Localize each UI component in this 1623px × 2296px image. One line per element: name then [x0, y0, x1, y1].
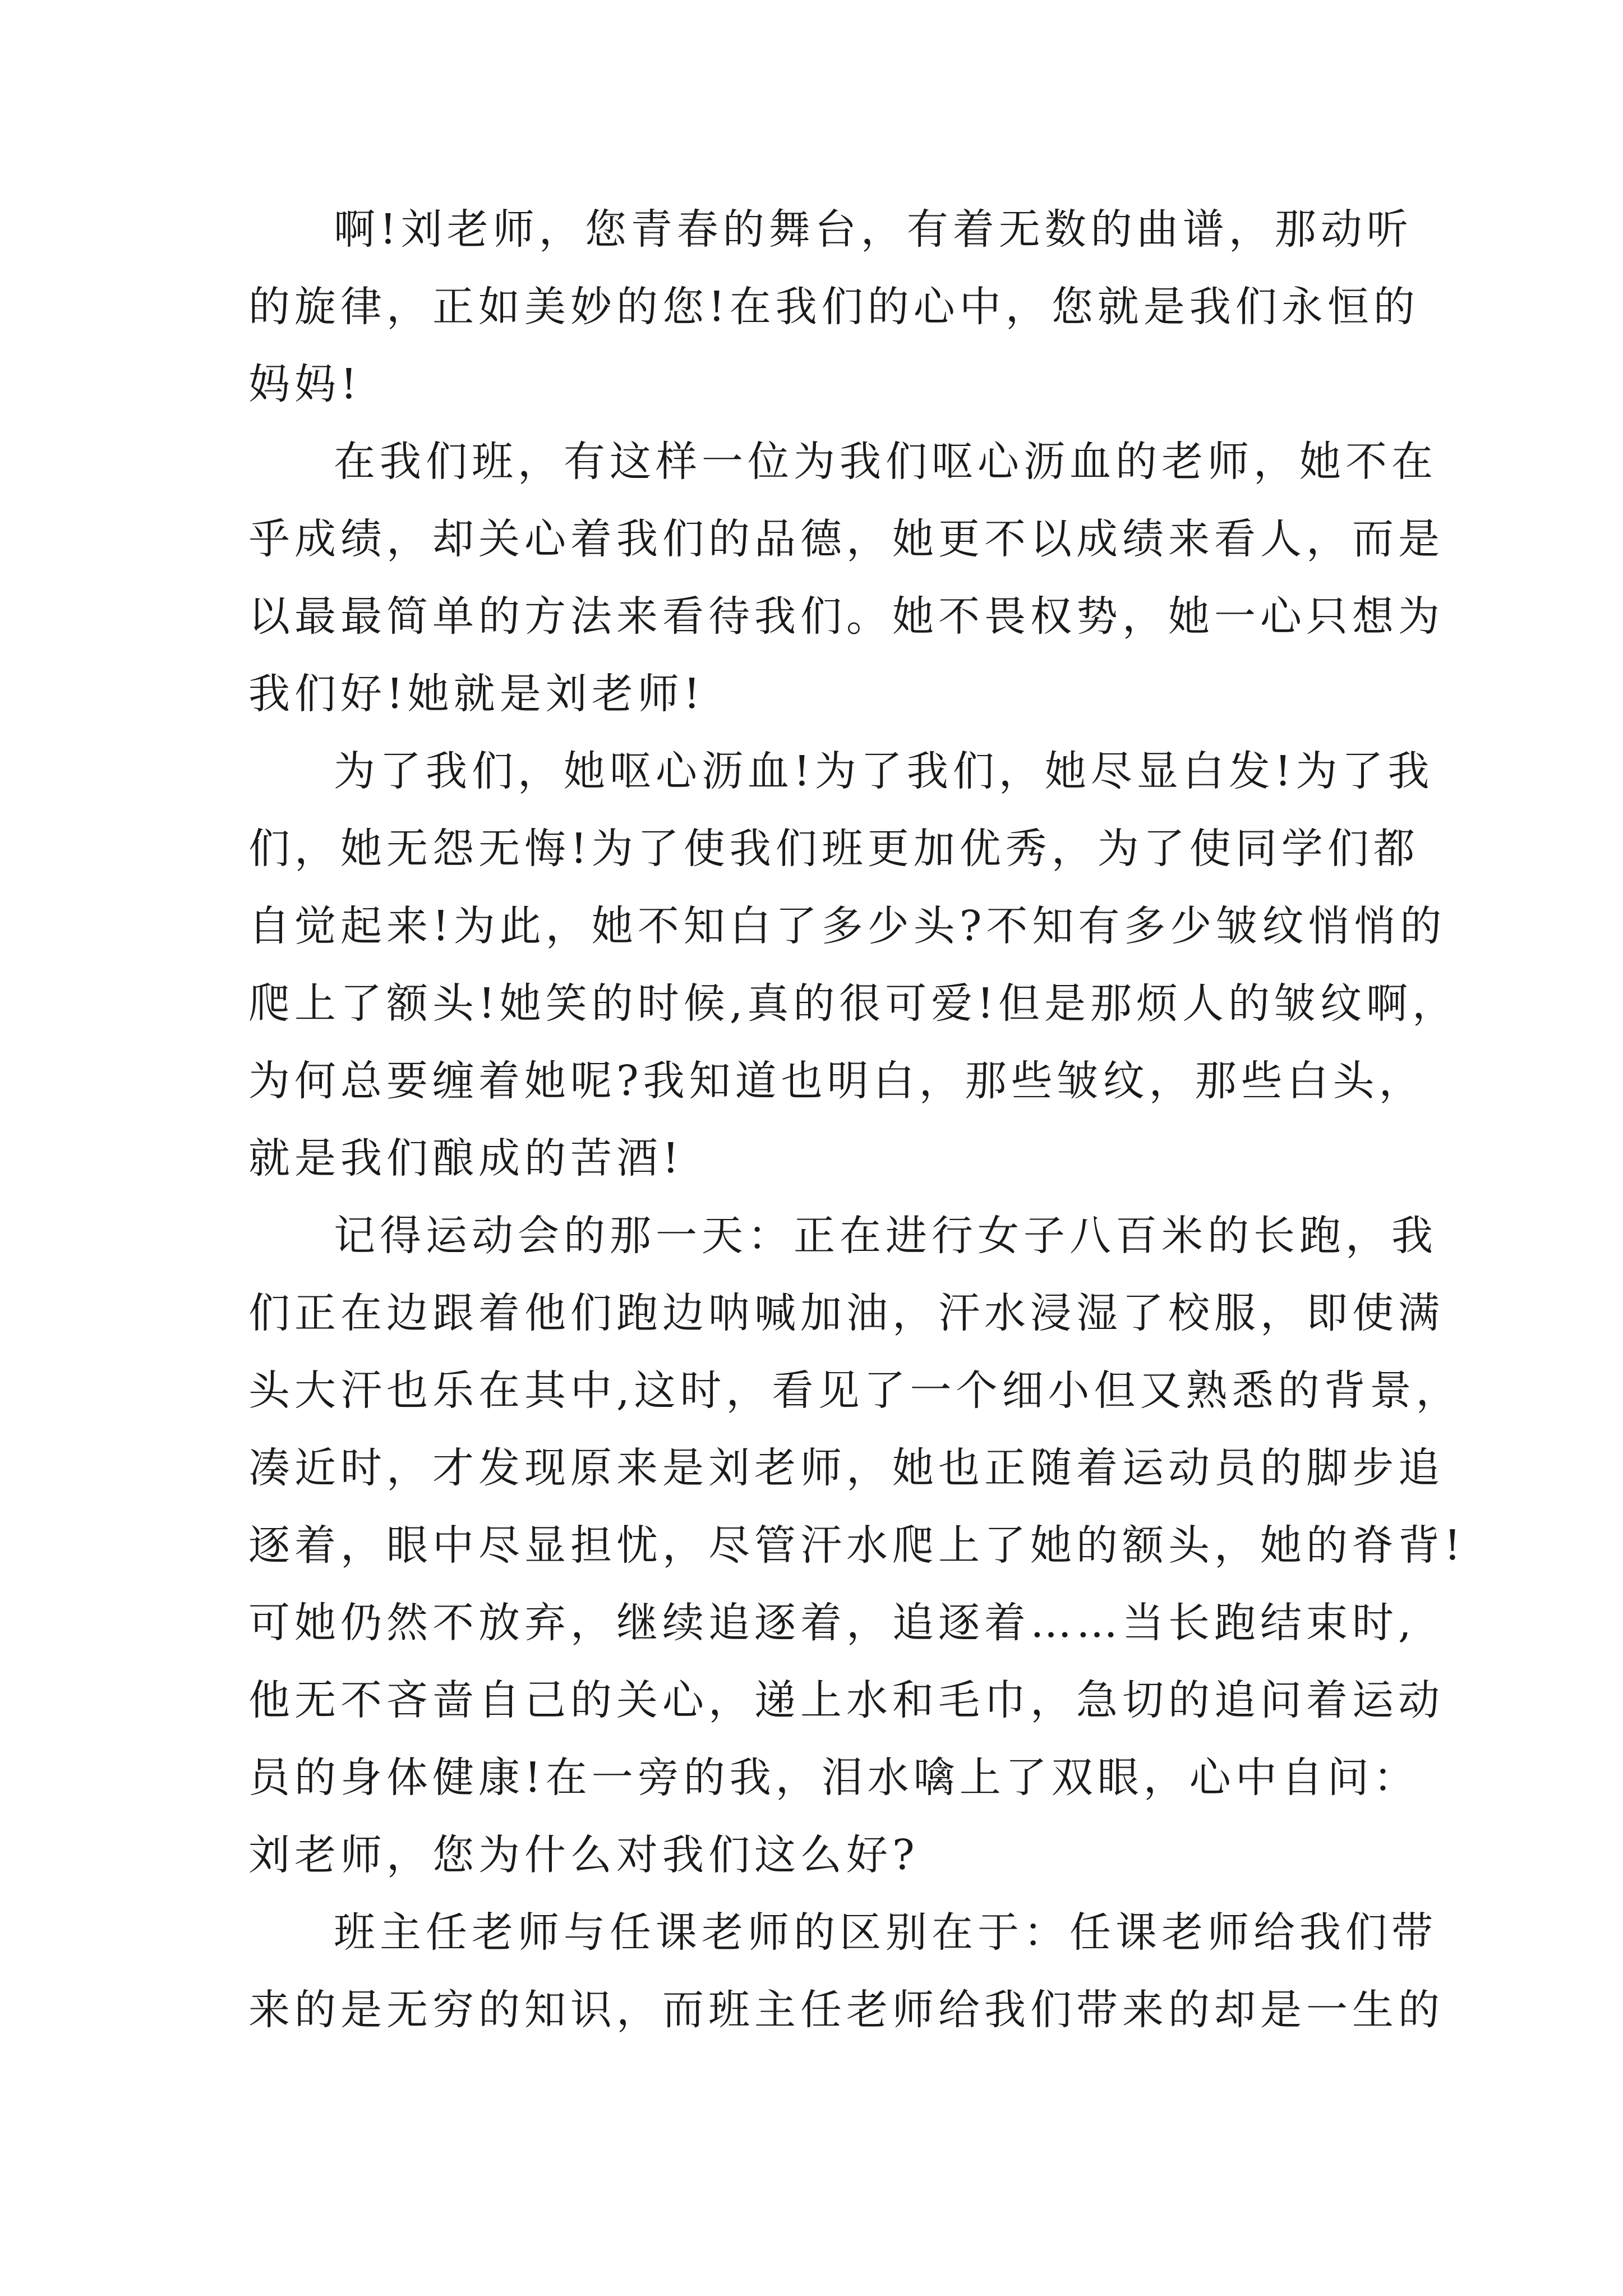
paragraph-line: 头大汗也乐在其中,这时，看见了一个细小但又熟悉的背景， — [248, 1366, 1462, 1415]
paragraph-line: 凑近时，才发现原来是刘老师，她也正随着运动员的脚步追 — [248, 1444, 1444, 1492]
paragraph-line: 乎成绩，却关心着我们的品德，她更不以成绩来看人，而是 — [248, 515, 1444, 563]
paragraph-line: 啊!刘老师，您青春的舞台，有着无数的曲谱，那动听 — [334, 205, 1413, 254]
paragraph-line: 妈妈! — [248, 360, 362, 408]
paragraph-line: 自觉起来!为此，她不知白了多少头?不知有多少皱纹悄悄的 — [248, 902, 1446, 950]
paragraph-line: 班主任老师与任课老师的区别在于：任课老师给我们带 — [334, 1908, 1437, 1957]
paragraph-line: 为了我们，她呕心沥血!为了我们，她尽显白发!为了我 — [334, 747, 1434, 795]
paragraph-line: 他无不吝啬自己的关心，递上水和毛巾，急切的追问着运动 — [248, 1676, 1444, 1724]
paragraph-line: 我们好!她就是刘老师! — [248, 670, 705, 718]
paragraph-line: 们正在边跟着他们跑边呐喊加油，汗水浸湿了校服，即使满 — [248, 1289, 1444, 1337]
paragraph-line: 在我们班，有这样一位为我们呕心沥血的老师，她不在 — [334, 438, 1437, 486]
paragraph-line: 的旋律，正如美妙的您!在我们的心中，您就是我们永恒的 — [248, 283, 1419, 331]
paragraph-line: 们，她无怨无悔!为了使我们班更加优秀，为了使同学们都 — [248, 825, 1419, 873]
paragraph-line: 刘老师，您为什么对我们这么好? — [248, 1831, 919, 1879]
paragraph-line: 可她仍然不放弃，继续追逐着，追逐着……当长跑结束时, — [248, 1599, 1416, 1647]
paragraph-line: 以最最简单的方法来看待我们。她不畏权势，她一心只想为 — [248, 592, 1444, 641]
paragraph-line: 记得运动会的那一天：正在进行女子八百米的长跑，我 — [334, 1212, 1437, 1260]
essay-body — [248, 191, 1465, 2049]
paragraph-line: 逐着，眼中尽显担忧，尽管汗水爬上了她的额头，她的脊背! — [248, 1521, 1465, 1570]
paragraph-line: 就是我们酿成的苦酒! — [248, 1134, 684, 1182]
paragraph-line: 来的是无穷的知识，而班主任老师给我们带来的却是一生的 — [248, 1986, 1444, 2034]
paragraph-line: 爬上了额头!她笑的时候,真的很可爱!但是那烦人的皱纹啊， — [248, 979, 1458, 1028]
paragraph-line: 员的身体健康!在一旁的我，泪水噙上了双眼，心中自问： — [248, 1754, 1419, 1802]
paragraph-line: 为何总要缠着她呢?我知道也明白，那些皱纹，那些白头， — [248, 1057, 1425, 1105]
